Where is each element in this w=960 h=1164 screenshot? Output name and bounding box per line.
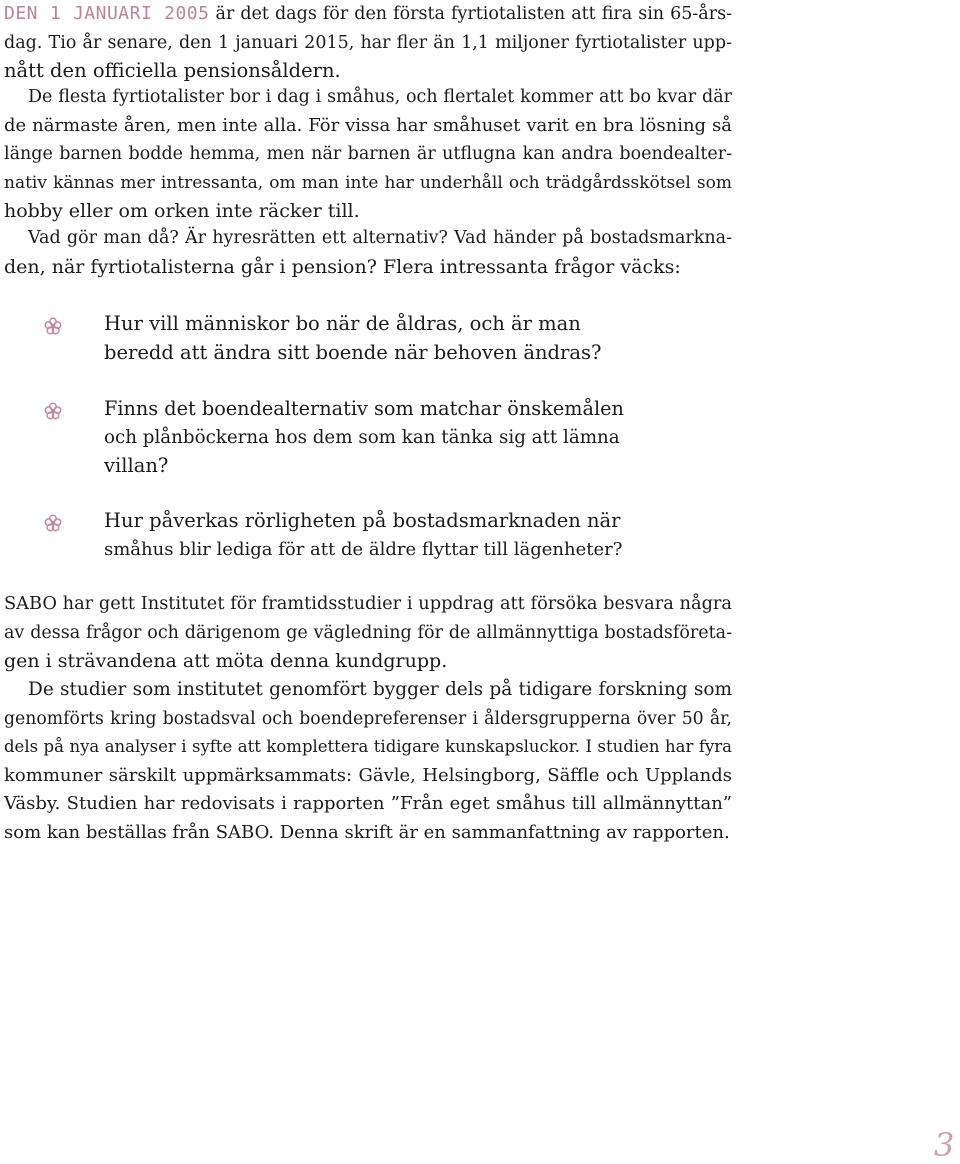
paragraph-questions-intro: [4, 224, 732, 281]
question-line: småhus blir lediga för att de äldre flyttar till lägenheter?: [104, 538, 623, 560]
paragraph-line: De studier som institutet genomfört bygger dels på tidigare forskning som: [28, 679, 732, 700]
paragraph-line: kommuner särskilt uppmärksammats: Gävle, Helsingborg, Säffle och Upplands: [4, 764, 732, 786]
paragraph-line: genomförts kring bostadsval och boendepreferenser i åldersgrupperna över 50 år,: [4, 708, 732, 729]
paragraph-line: den, när fyrtiotalisterna går i pension? Flera intressanta frågor väcks:: [4, 255, 681, 278]
lead-in-text: DEN 1 JANUARI 2005: [4, 3, 210, 24]
question-text: [104, 507, 624, 564]
paragraph-line: Väsby. Studien har redovisats i rapporten ”Från eget småhus till allmännyttan”: [4, 793, 732, 815]
flower-icon: [44, 512, 62, 530]
question-line: villan?: [104, 454, 169, 478]
question-item: [104, 395, 624, 481]
intro-line-1-text: är det dags för den första fyrtiotalisten att fira sin 65-års-: [209, 4, 732, 24]
question-item: [104, 507, 624, 564]
question-line: Hur vill människor bo när de åldras, och är man: [104, 312, 581, 335]
paragraph-line: de närmaste åren, men inte alla. För vissa har småhuset varit en bra lösning så: [4, 114, 732, 136]
intro-line-3: nått den officiella pensionsåldern.: [4, 59, 341, 83]
question-line: och plånböckerna hos dem som kan tänka sig att lämna: [104, 426, 620, 448]
paragraph-line: gen i strävandena att möta denna kundgrupp.: [4, 650, 448, 673]
question-line: beredd att ändra sitt boende när behoven ändras?: [104, 340, 602, 364]
flower-icon: [44, 400, 62, 418]
paragraph-line: av dessa frågor och därigenom ge vägledning för de allmännyttiga bostadsföreta-: [4, 622, 732, 643]
intro-line-1: [4, 0, 732, 29]
page-number: 3: [934, 1126, 955, 1164]
intro-paragraph: [4, 0, 732, 86]
paragraph-sabo: [4, 590, 732, 676]
flower-icon: [44, 315, 62, 333]
question-line: Finns det boendealternativ som matchar önskemålen: [104, 397, 624, 420]
paragraph-line: hobby eller om orken inte räcker till.: [4, 200, 360, 223]
paragraph-line: som kan beställas från SABO. Denna skrift är en sammanfattning av rapporten.: [4, 821, 730, 843]
paragraph-line: nativ kännas mer intressanta, om man inte har underhåll och trädgårdsskötsel som: [4, 172, 732, 193]
question-item: [104, 310, 624, 367]
question-text: [104, 310, 624, 367]
question-text: [104, 395, 624, 481]
question-line: Hur påverkas rörligheten på bostadsmarknaden när: [104, 509, 621, 532]
intro-line-2: dag. Tio år senare, den 1 januari 2015, har fler än 1,1 miljoner fyrtiotalister upp-: [4, 32, 732, 53]
paragraph-line: länge barnen bodde hemma, men när barnen är utflugna kan andra boendealter-: [4, 144, 732, 165]
paragraph-small-houses: [4, 83, 732, 226]
paragraph-line: Vad gör man då? Är hyresrätten ett alternativ? Vad händer på bostadsmarkna-: [28, 228, 732, 248]
paragraph-line: De flesta fyrtiotalister bor i dag i småhus, och flertalet kommer att bo kvar där: [28, 87, 732, 107]
paragraph-line: SABO har gett Institutet för framtidsstudier i uppdrag att försöka besvara några: [4, 594, 732, 614]
paragraph-studies: [4, 676, 732, 848]
paragraph-line: dels på nya analyser i syfte att komplettera tidigare kunskapsluckor. I studien har fyra: [4, 737, 732, 757]
